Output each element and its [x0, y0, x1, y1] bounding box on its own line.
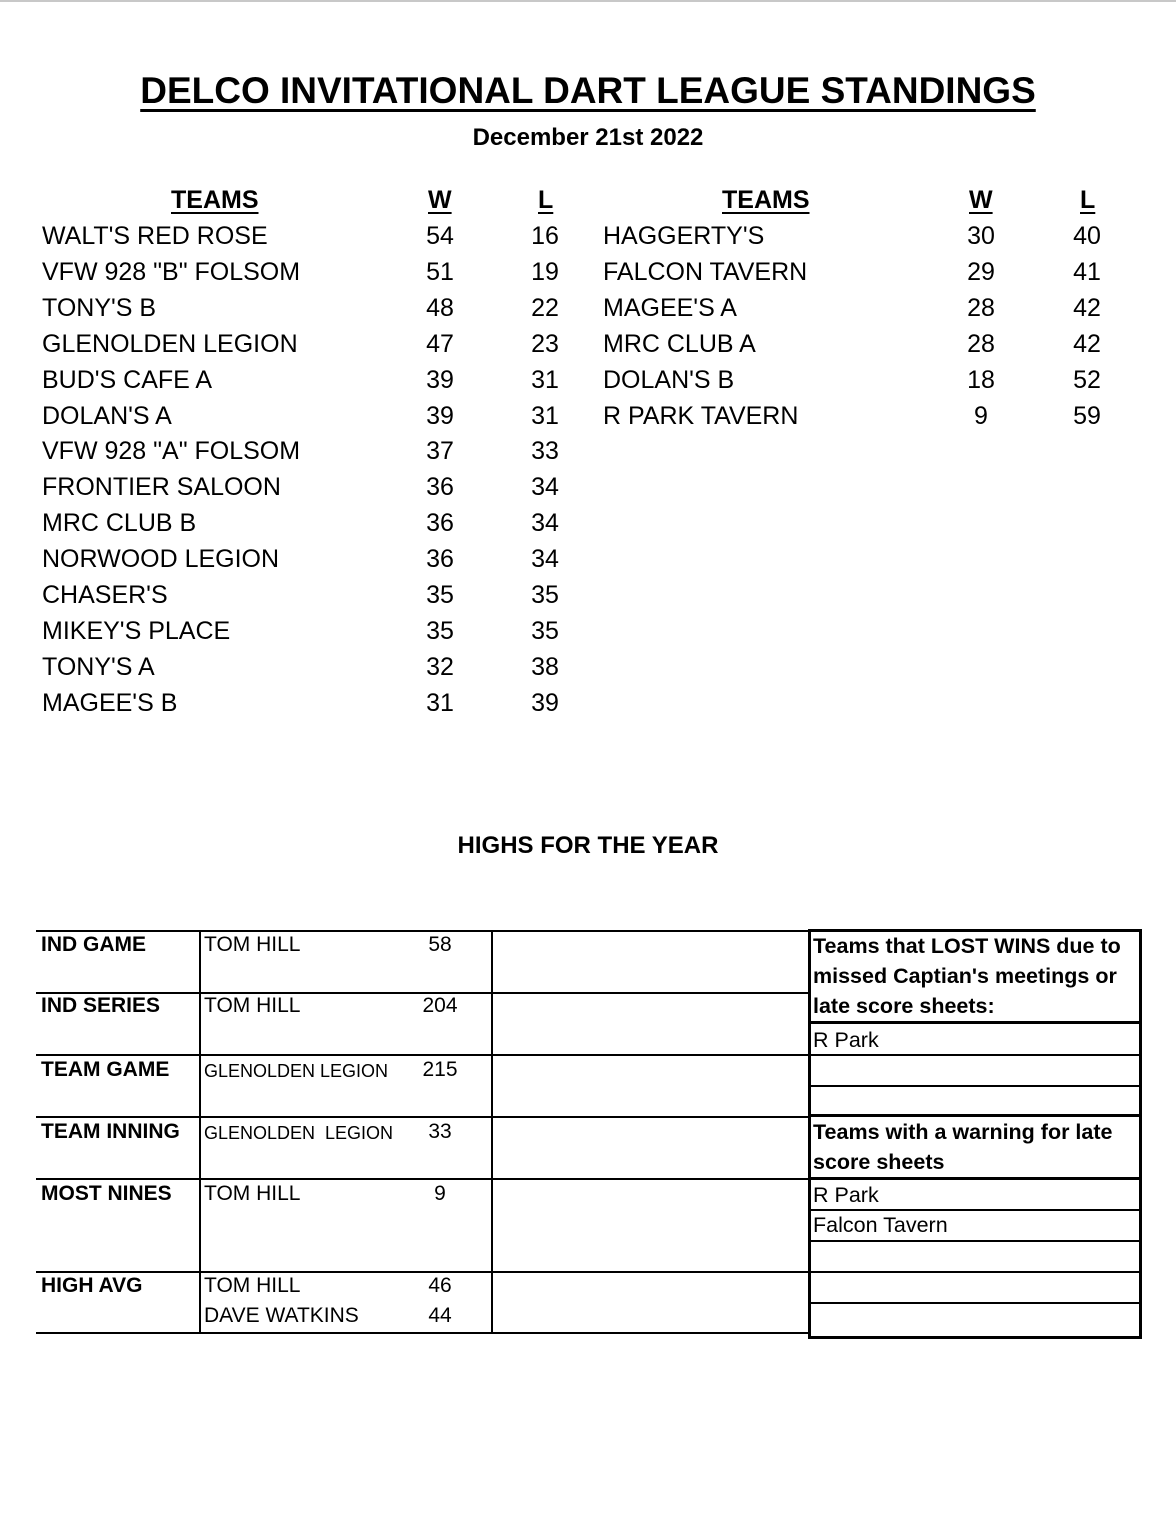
notices-rule — [808, 1085, 1142, 1087]
team-losses: 31 — [531, 401, 559, 430]
team-losses: 34 — [531, 545, 559, 574]
right-wins-header: W — [969, 186, 993, 214]
highs-category: TEAM GAME — [41, 1058, 170, 1081]
notices-rule — [808, 1021, 1142, 1024]
standings-row — [0, 545, 1176, 581]
standings-row — [0, 437, 1176, 473]
highs-divider — [199, 930, 201, 1333]
team-name: VFW 928 "B" FOLSOM — [42, 257, 301, 286]
team-wins: 28 — [967, 329, 995, 358]
team-wins: 51 — [426, 257, 454, 286]
team-wins: 9 — [974, 401, 988, 430]
team-losses: 42 — [1073, 329, 1101, 358]
team-wins: 32 — [426, 652, 454, 681]
team-losses: 35 — [531, 616, 559, 645]
team-wins: 36 — [426, 473, 454, 502]
standings-row — [0, 473, 1176, 509]
team-wins: 54 — [426, 222, 454, 250]
highs-rule — [36, 1116, 808, 1118]
team-name: MIKEY'S PLACE — [42, 616, 231, 645]
team-wins: 29 — [967, 257, 995, 286]
standings-row — [0, 294, 1176, 330]
team-wins: 37 — [426, 437, 454, 466]
highs-value: 204 — [422, 994, 458, 1017]
team-name: FRONTIER SALOON — [42, 473, 281, 502]
team-name: CHASER'S — [42, 581, 168, 609]
standings-row — [0, 222, 1176, 258]
team-losses: 52 — [1073, 365, 1101, 394]
highs-value: 215 — [422, 1058, 458, 1081]
team-name: MAGEE'S A — [603, 293, 737, 322]
team-wins: 47 — [426, 329, 454, 358]
highs-rule — [36, 1178, 808, 1180]
standings-row — [0, 653, 1176, 689]
warning-team: Falcon Tavern — [813, 1213, 948, 1237]
team-name: TONY'S B — [42, 293, 157, 322]
team-losses: 33 — [531, 437, 559, 466]
team-name: MRC CLUB A — [603, 329, 756, 358]
warning-team: R Park — [813, 1183, 879, 1207]
lost-wins-heading: Teams that LOST WINS due to missed Captian's meetings or late score sheets: — [813, 934, 1121, 1018]
team-name: MAGEE'S B — [42, 688, 178, 717]
highs-value: 58 — [428, 933, 452, 956]
standings-row — [0, 330, 1176, 366]
left-wins-header: W — [428, 186, 452, 214]
team-losses: 34 — [531, 509, 559, 538]
team-wins: 39 — [426, 365, 454, 394]
highs-category: IND SERIES — [41, 994, 161, 1017]
standings-row — [0, 366, 1176, 402]
highs-value: 44 — [428, 1304, 452, 1327]
highs-category: TEAM INNING — [41, 1120, 180, 1143]
notices-rule — [808, 1054, 1142, 1056]
standings-row — [0, 509, 1176, 545]
team-losses: 31 — [531, 365, 559, 394]
team-losses: 39 — [531, 688, 559, 717]
highs-name: TOM HILL — [204, 994, 301, 1017]
team-wins: 36 — [426, 509, 454, 538]
team-wins: 30 — [967, 222, 995, 250]
lost-wins-team: R Park — [813, 1028, 879, 1052]
highs-rule — [36, 1271, 808, 1273]
left-losses-header: L — [538, 186, 554, 214]
team-name: MRC CLUB B — [42, 509, 197, 538]
team-wins: 39 — [426, 401, 454, 430]
team-name: VFW 928 "A" FOLSOM — [42, 437, 301, 466]
page-title: DELCO INVITATIONAL DART LEAGUE STANDINGS — [140, 70, 1036, 111]
team-wins: 35 — [426, 581, 454, 609]
team-losses: 22 — [531, 293, 559, 322]
team-name: NORWOOD LEGION — [42, 545, 280, 574]
team-wins: 31 — [426, 688, 454, 717]
highs-name: TOM HILL — [204, 1274, 301, 1297]
top-border — [0, 0, 1176, 2]
highs-name: GLENOLDEN LEGION — [204, 1123, 394, 1143]
highs-title: HIGHS FOR THE YEAR — [457, 832, 719, 859]
highs-name: DAVE WATKINS — [204, 1304, 359, 1327]
highs-divider — [491, 930, 493, 1333]
right-teams-header: TEAMS — [722, 186, 810, 214]
team-name: HAGGERTY'S — [603, 222, 765, 250]
team-name: FALCON TAVERN — [603, 257, 808, 286]
highs-value: 9 — [434, 1182, 446, 1205]
highs-value: 33 — [428, 1120, 452, 1143]
left-teams-header: TEAMS — [171, 186, 259, 214]
team-losses: 16 — [531, 222, 559, 250]
team-name: TONY'S A — [42, 652, 155, 681]
highs-value: 46 — [428, 1274, 452, 1297]
notices-rule — [808, 1302, 1142, 1304]
team-name: GLENOLDEN LEGION — [42, 329, 298, 358]
standings-row — [0, 689, 1176, 725]
highs-rule — [36, 1332, 808, 1334]
team-wins: 36 — [426, 545, 454, 574]
standings-row — [0, 581, 1176, 617]
team-losses: 40 — [1073, 222, 1101, 250]
team-name: BUD'S CAFE A — [42, 365, 213, 394]
team-losses: 41 — [1073, 257, 1101, 286]
team-losses: 19 — [531, 257, 559, 286]
standings-row — [0, 617, 1176, 653]
team-wins: 35 — [426, 616, 454, 645]
team-losses: 59 — [1073, 401, 1101, 430]
highs-rule — [36, 1054, 808, 1056]
highs-category: IND GAME — [41, 933, 146, 956]
highs-name: TOM HILL — [204, 1182, 301, 1205]
warning-heading: Teams with a warning for late score sheets — [813, 1120, 1113, 1174]
highs-category: HIGH AVG — [41, 1274, 143, 1297]
team-name: DOLAN'S A — [42, 401, 172, 430]
team-name: WALT'S RED ROSE — [42, 222, 268, 250]
team-name: R PARK TAVERN — [603, 401, 799, 430]
team-losses: 34 — [531, 473, 559, 502]
right-losses-header: L — [1080, 186, 1096, 214]
team-losses: 23 — [531, 329, 559, 358]
notices-rule — [808, 1271, 1142, 1273]
page-date: December 21st 2022 — [472, 124, 704, 151]
team-losses: 42 — [1073, 293, 1101, 322]
team-wins: 28 — [967, 293, 995, 322]
team-name: DOLAN'S B — [603, 365, 735, 394]
team-losses: 35 — [531, 581, 559, 609]
notices-rule — [808, 1240, 1142, 1242]
team-wins: 18 — [967, 365, 995, 394]
team-wins: 48 — [426, 293, 454, 322]
highs-rule — [36, 930, 808, 932]
highs-name: TOM HILL — [204, 933, 301, 956]
team-losses: 38 — [531, 652, 559, 681]
highs-category: MOST NINES — [41, 1182, 172, 1205]
highs-name: GLENOLDEN LEGION — [204, 1061, 389, 1081]
standings-row — [0, 402, 1176, 438]
standings-row — [0, 258, 1176, 294]
